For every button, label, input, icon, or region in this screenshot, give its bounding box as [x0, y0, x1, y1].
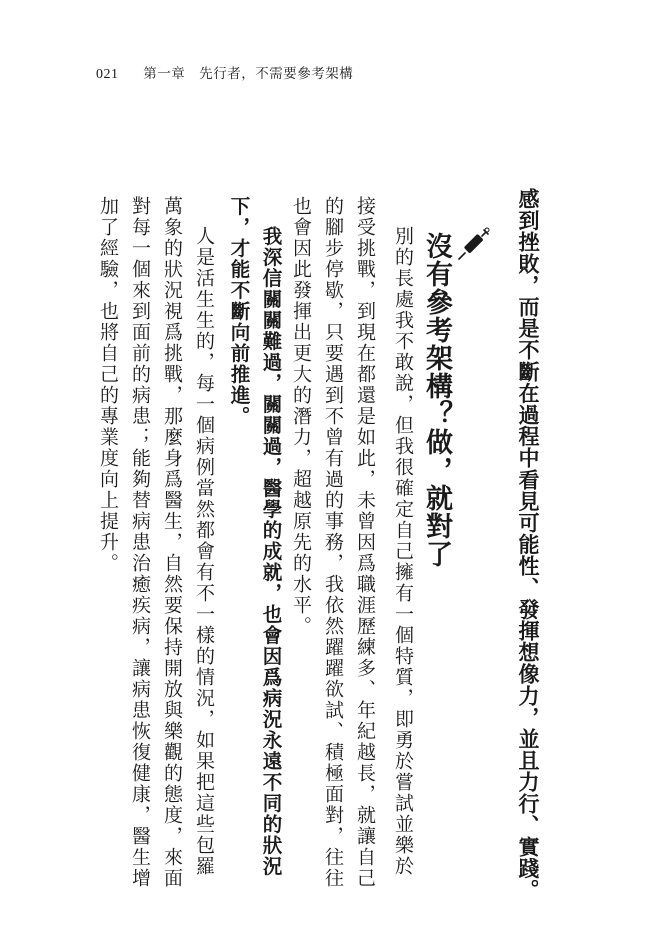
paragraph-1-line: 也會因此發揮出更大的潛力，超越原先的水平。 [290, 196, 312, 637]
paragraph-3-line: 人是活生生的，每一個病例當然都會有不一樣的情況，如果把這些包羅 [193, 226, 215, 877]
section-heading-block [421, 226, 492, 568]
lead-paragraph-line: 感到挫敗，而是不斷在過程中看見可能性、發揮想像力，並且力行、實踐。 [516, 188, 541, 901]
paragraph-3-line: 加了經驗，也將自己的專業度向上提升。 [97, 196, 119, 574]
paragraph-2-line: 下，才能不斷向前推進。 [227, 196, 251, 427]
section-heading: 沒有參考架構？做，就對了 [421, 232, 452, 568]
paragraph-3-line: 萬象的狀況視爲挑戰，那麼身爲醫生，自然要保持開放與樂觀的態度，來面 [161, 196, 183, 889]
syringe-icon [456, 226, 492, 262]
paragraph-1-line: 接受挑戰，到現在都還是如此，未曾因爲職涯歷練多、年紀越長，就讓自己 [354, 196, 376, 889]
paragraph-3-line: 對每一個來到面前的病患；能夠替病患治癒疾病，讓病患恢復健康，醫生增 [129, 196, 151, 889]
paragraph-2-line: 我深信關關難過，關關過，醫學的成就，也會因爲病況永遠不同的狀況 [259, 226, 283, 877]
paragraph-1-line: 的腳步停歇，只要遇到不曾有過的事務，我依然躍躍欲試、積極面對，往往 [322, 196, 344, 889]
running-header [96, 62, 353, 83]
page-number: 021 [96, 67, 119, 82]
chapter-title: 第一章 先行者，不需要參考架構 [143, 66, 354, 82]
paragraph-1-line: 別的長處我不敢說，但我很確定自己擁有一個特質，即勇於嘗試並樂於 [392, 226, 414, 877]
